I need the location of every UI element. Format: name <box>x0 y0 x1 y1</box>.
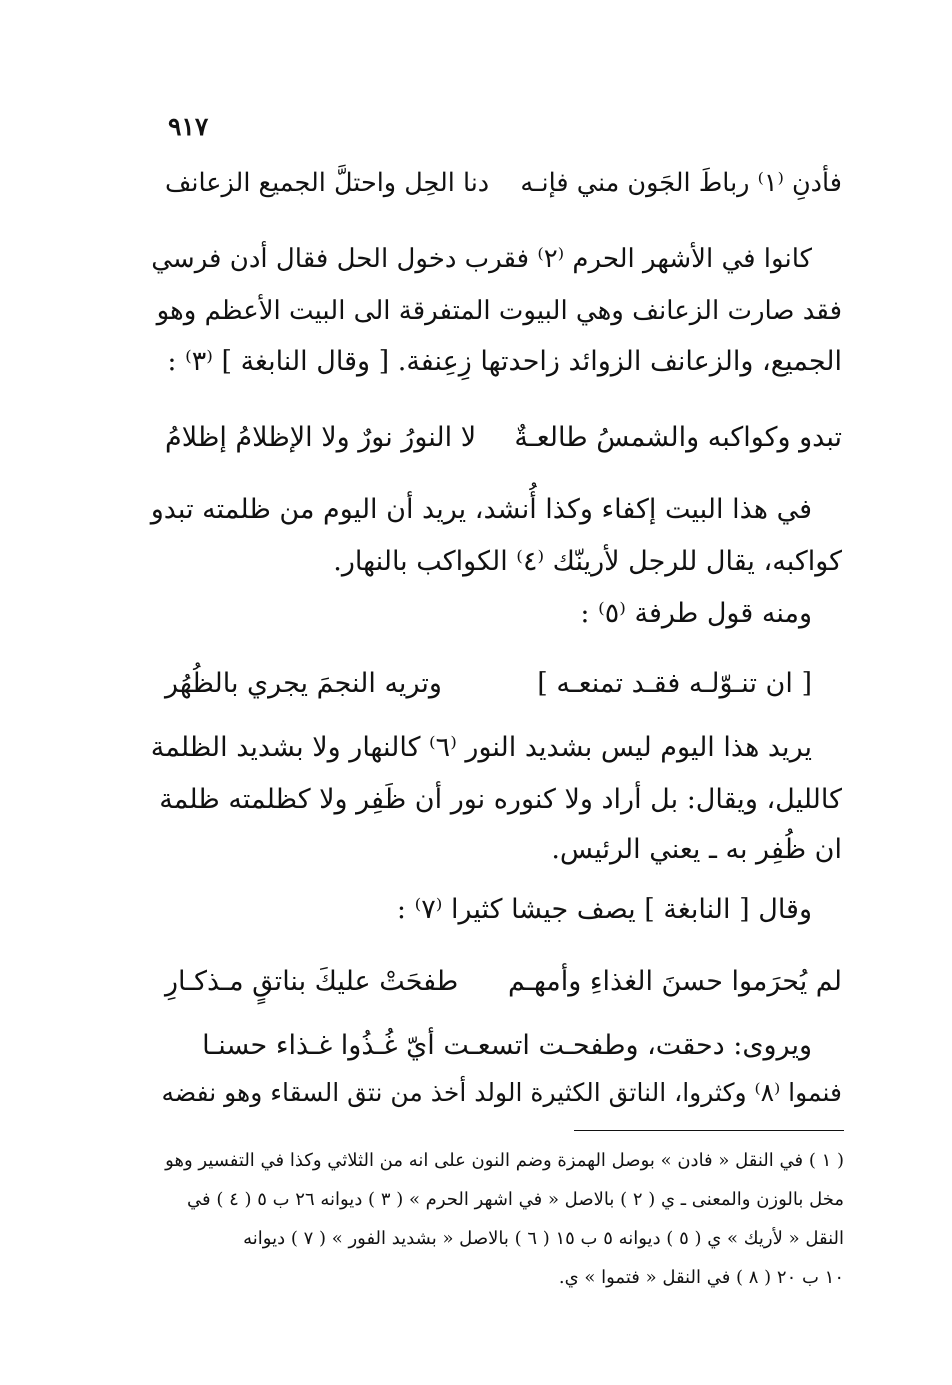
footnote-line: النقل « لأريك » ي ( ٥ ) ديوانه ٥ ب ١٥ ( ٦ ) بالاصل « بشديد الفور » ( ٧ ) ديوانه <box>243 1228 844 1249</box>
verse-second-hemistich: دنا الحِل واحتلَّ الجميع الزعانف <box>165 168 490 198</box>
verse-first-hemistich: فأدنِ ⁽١⁾ رباطَ الجَون مني فإنـه <box>520 168 842 198</box>
paragraph-line: فقد صارت الزعانف وهي البيوت المتفرقة الى البيت الأعظم وهو <box>156 296 842 326</box>
footnote-line: مخل بالوزن والمعنى ـ ي ( ٢ ) بالاصل « في اشهر الحرم » ( ٣ ) ديوانه ٢٦ ب ٥ ( ٤ ) في <box>187 1189 844 1210</box>
paragraph-line: ومنه قول طرفة ⁽٥⁾ : <box>580 598 812 629</box>
verse-second-hemistich: وتريه النجمَ يجري بالظُهُر <box>165 668 442 699</box>
verse-line <box>165 168 842 198</box>
paragraph-line: وقال [ النابغة ] يصف جيشا كثيرا ⁽٧⁾ : <box>396 894 812 925</box>
verse-first-hemistich: تبدو وكواكبه والشمسُ طالعـةٌ <box>514 422 842 453</box>
verse-second-hemistich: طفحَتْ عليكَ بناتقٍ مـذكـارِ <box>165 966 459 997</box>
verse-second-hemistich: لا النورُ نورٌ ولا الإظلامُ إظلامُ <box>165 422 477 453</box>
paragraph-line: ان ظُفِر به ـ يعني الرئيس. <box>551 834 842 865</box>
footnote-line: ( ١ ) في النقل « فادن » بوصل الهمزة وضم النون على انه من الثلاثي وكذا في التفسير وهو <box>165 1150 844 1171</box>
footnote-divider <box>574 1130 844 1131</box>
verse-line <box>165 422 842 453</box>
paragraph-line: كواكبه، يقال للرجل لأرينّك ⁽٤⁾ الكواكب بالنهار. <box>333 546 842 577</box>
verse-line <box>165 668 812 699</box>
verse-line <box>165 966 842 997</box>
verse-first-hemistich: [ ان تنـوّلـه فقـد تمنعـه ] <box>537 668 812 699</box>
paragraph-line: كانوا في الأشهر الحرم ⁽٢⁾ فقرب دخول الحل فقال أدن فرسي <box>151 244 812 274</box>
paragraph-line: ويروى: دحقت، وطفحـت اتسعـت أيّ غُـذُوا غـذاء حسنـا <box>202 1030 812 1061</box>
verse-first-hemistich: لم يُحرَموا حسنَ الغذاءِ وأمهـم <box>507 966 842 997</box>
footnote-line: ١٠ ب ٢٠ ( ٨ ) في النقل « فتموا » ي. <box>558 1267 844 1288</box>
paragraph-line: يريد هذا اليوم ليس بشديد النور ⁽٦⁾ كالنهار ولا بشديد الظلمة <box>150 732 812 763</box>
page-number: ٩١٧ <box>168 112 209 141</box>
paragraph-line: كالليل، ويقال: بل أراد ولا كنوره نور أن ظَفِر ولا كظلمته ظلمة <box>159 784 842 815</box>
paragraph-line: الجميع، والزعانف الزوائد زاحدتها زِعِنفة. [ وقال النابغة ] ⁽٣⁾ : <box>167 346 842 377</box>
paragraph-line: في هذا البيت إكفاء وكذا أُنشد، يريد أن اليوم من ظلمته تبدو <box>150 494 812 525</box>
paragraph-line: فنموا ⁽٨⁾ وكثروا، الناتق الكثيرة الولد أخذ من نتق السقاء وهو نفضه <box>161 1078 842 1107</box>
